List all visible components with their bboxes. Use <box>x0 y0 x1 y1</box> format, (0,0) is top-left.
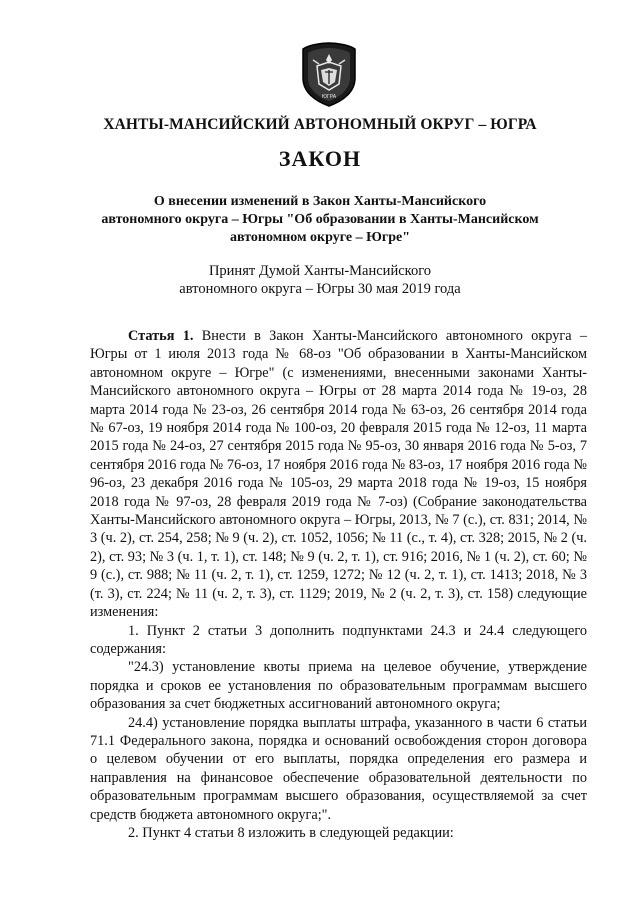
law-title-line: О внесении изменений в Закон Ханты-Мансийского <box>153 194 487 209</box>
emblem-caption: ЮГРА <box>321 94 337 100</box>
article-text: Внести в Закон Ханты-Мансийского автономного округа – Югры от 1 июля 2013 года № 68-оз "Об образовании в Ханты-Мансийском автономном округе – Югре" (с изменениями, внесенными законами Ханты-Мансийского автономного округа – Югры от 28 марта 2014 года № 19-оз, 28 марта 2014 года № 23-оз, 26 сентября 2014 года № 63-оз, 26 сентября 2014 года № 67-оз, 19 ноября 2014 года № 100-оз, 20 февраля 2015 года № 12-оз, 11 марта 2015 года № 24-оз, 27 сентября 2015 года № 95-оз, 30 января 2016 года № 5-оз, 7 сентября 2016 года № 76-оз, 17 ноября 2016 года № 83-оз, 17 ноября 2016 года № 96-оз, 23 декабря 2016 года № 105-оз, 29 марта 2018 года № 19-оз, 15 ноября 2018 года № 97-оз, 28 февраля 2019 года № 7-оз) (Собрание законодательства Ханты-Мансийского автономного округа – Югры, 2013, № 7 (с.), ст. 831; 2014, № 3 (ч. 2), ст. 254, 258; № 9 (ч. 2), ст. 1052, 1056; № 11 (с., т. 4), ст. 328; 2015, № 2 (ч. 2), ст. 93; № 3 (ч. 1, т. 1), ст. 148; № 9 (ч. 2, т. 1), ст. 916; 2016, № 1 (ч. 2), ст. 60; № 9 (с.), ст. 988; № 11 (ч. 2, т. 1), ст. 1259, 1272; № 12 (ч. 2, т. 1), ст. 1413; 2018, № 3 (т. 3), ст. 224; № 11 (ч. 2, т. 3), ст. 1129; 2019, № 2 (ч. 2, т. 3), ст. 158) следующие изменения: <box>90 328 587 621</box>
adoption-note <box>80 262 560 298</box>
article-label: Статья 1. <box>128 328 194 344</box>
law-title-line: автономного округа – Югры "Об образовании в Ханты-Мансийском <box>101 212 539 227</box>
adoption-note-line: Принят Думой Ханты-Мансийского <box>208 263 432 279</box>
law-body <box>90 327 587 842</box>
body-paragraph: 2. Пункт 4 статьи 8 изложить в следующей редакции: <box>128 824 454 841</box>
body-paragraph: "24.3) установление квоты приема на целевое обучение, утверждение порядка и сроков ее установления по образовательным программам высшего образования за счет бюджетных ассигнований автономного округа; <box>90 659 587 713</box>
body-paragraph: 1. Пункт 2 статьи 3 дополнить подпунктами 24.3 и 24.4 следующего содержания: <box>90 622 587 657</box>
region-heading: ХАНТЫ-МАНСИЙСКИЙ АВТОНОМНЫЙ ОКРУГ – ЮГРА <box>103 116 537 133</box>
adoption-note-line: автономного округа – Югры 30 мая 2019 года <box>179 281 461 297</box>
document-type: ЗАКОН <box>278 146 362 171</box>
article-1-paragraph <box>90 327 587 622</box>
coat-of-arms-emblem-icon <box>299 40 359 108</box>
law-title <box>80 193 560 247</box>
body-paragraph: 24.4) установление порядка выплаты штрафа, указанного в части 6 статьи 71.1 Федерального закона, порядка и оснований освобождения сторон договора о целевом обучении от его выплаты, порядка определения его размера и направления на финансовое обеспечение образовательной деятельности по образовательным программам высшего образования, осуществляемой за счет средств бюджета автономного округа;". <box>90 714 587 823</box>
law-title-line: автономном округе – Югре" <box>229 230 411 245</box>
